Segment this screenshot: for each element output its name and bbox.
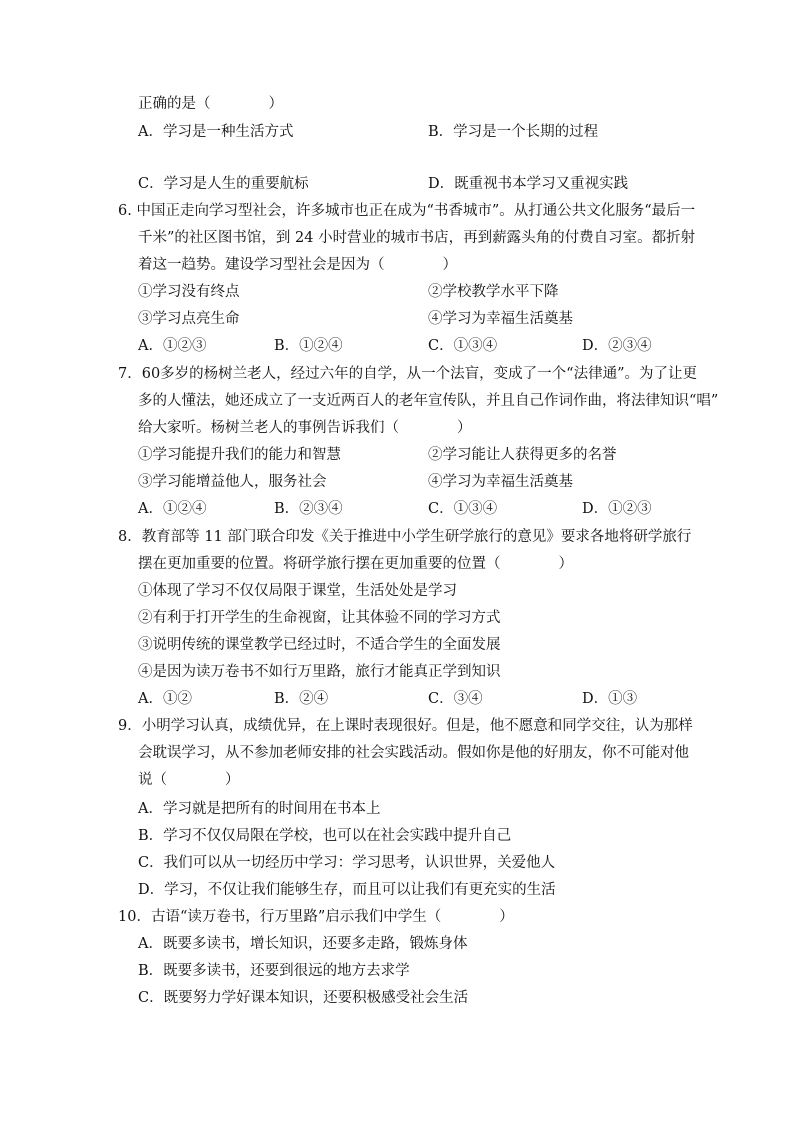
q10-option-a: A．既要多读书，增长知识，还要多走路，锻炼身体 xyxy=(138,936,468,952)
q7-option-b: B．②③④ xyxy=(274,501,343,517)
q7-stem-line: 7．60多岁的杨树兰老人，经过六年的自学，从一个法盲，变成了一个“法律通”。为了让更 xyxy=(118,366,697,382)
q9-option-a: A．学习就是把所有的时间用在书本上 xyxy=(138,801,381,817)
q9-option-c: C．我们可以从一切经历中学习：学习思考，认识世界，关爱他人 xyxy=(138,855,556,871)
q5-option-a: A．学习是一种生活方式 xyxy=(138,124,294,140)
q8-statement: ④是因为读万卷书不如行万里路，旅行才能真正学到知识 xyxy=(138,664,501,680)
q6-stem-line: 千米”的社区图书馆，到 24 小时营业的城市书店，再到薪露头角的付费自习室。都折射 xyxy=(138,230,696,246)
q7-option-d: D．①②③ xyxy=(582,501,652,517)
q5-option-b: B．学习是一个长期的过程 xyxy=(428,124,599,140)
q7-statement: ②学习能让人获得更多的名誉 xyxy=(428,447,617,463)
q9-stem-line: 9．小明学习认真，成绩优异，在上课时表现很好。但是，他不愿意和同学交往，认为那样 xyxy=(118,718,693,734)
q6-stem-line: 着这一趋势。建设学习型社会是因为（ ） xyxy=(138,257,457,273)
q5-option-d: D．既重视书本学习又重视实践 xyxy=(428,176,629,192)
q6-statement: ④学习为幸福生活奠基 xyxy=(428,311,573,327)
q8-stem-line: 摆在更加重要的位置。将研学旅行摆在更加重要的位置（ ） xyxy=(138,556,573,572)
q8-statement: ②有利于打开学生的生命视窗，让其体验不同的学习方式 xyxy=(138,610,501,626)
q9-option-b: B．学习不仅仅局限在学校，也可以在社会实践中提升自己 xyxy=(138,828,512,844)
q7-stem-line: 多的人懂法，她还成立了一支近两百人的老年宣传队，并且自己作词作曲，将法律知识“唱” xyxy=(138,393,719,409)
q6-stem-line: 6. 中国正走向学习型社会，许多城市也正在成为“书香城市”。从打通公共文化服务“最后一 xyxy=(118,203,696,219)
q8-option-c: C．③④ xyxy=(428,691,483,707)
q6-statement: ①学习没有终点 xyxy=(138,284,240,300)
q9-option-d: D．学习，不仅让我们能够生存，而且可以让我们有更充实的生活 xyxy=(138,882,556,898)
q7-option-c: C．①③④ xyxy=(428,501,498,517)
q9-stem-line: 说（ ） xyxy=(138,772,240,788)
q10-stem-line: 10．古语“读万卷书，行万里路”启示我们中学生（ ） xyxy=(118,909,514,925)
q8-option-a: A．①② xyxy=(138,691,192,707)
q8-option-b: B．②④ xyxy=(274,691,329,707)
q6-option-d: D．②③④ xyxy=(582,338,652,354)
q10-option-b: B．既要多读书，还要到很远的地方去求学 xyxy=(138,963,410,979)
q8-statement: ①体现了学习不仅仅局限于课堂，生活处处是学习 xyxy=(138,583,457,599)
q6-option-c: C．①③④ xyxy=(428,338,498,354)
q5-option-c: C．学习是人生的重要航标 xyxy=(138,176,309,192)
q8-stem-line: 8．教育部等 11 部门联合印发《关于推进中小学生研学旅行的意见》要求各地将研学旅行 xyxy=(118,529,692,545)
q8-statement: ③说明传统的课堂教学已经过时，不适合学生的全面发展 xyxy=(138,637,501,653)
q7-option-a: A．①②④ xyxy=(138,501,207,517)
q6-statement: ③学习点亮生命 xyxy=(138,311,240,327)
q5-stem-tail: 正确的是（ ） xyxy=(138,96,283,112)
q6-statement: ②学校教学水平下降 xyxy=(428,284,559,300)
q7-statement: ①学习能提升我们的能力和智慧 xyxy=(138,447,341,463)
q7-statement: ④学习为幸福生活奠基 xyxy=(428,474,573,490)
q10-option-c: C．既要努力学好课本知识，还要积极感受社会生活 xyxy=(138,990,469,1006)
q6-option-b: B．①②④ xyxy=(274,338,343,354)
q8-option-d: D．①③ xyxy=(582,691,638,707)
q9-stem-line: 会耽误学习，从不参加老师安排的社会实践活动。假如你是他的好朋友，你不可能对他 xyxy=(138,745,689,761)
q6-option-a: A．①②③ xyxy=(138,338,207,354)
q7-statement: ③学习能增益他人，服务社会 xyxy=(138,474,327,490)
q7-stem-line: 给大家听。杨树兰老人的事例告诉我们（ ） xyxy=(138,420,472,436)
